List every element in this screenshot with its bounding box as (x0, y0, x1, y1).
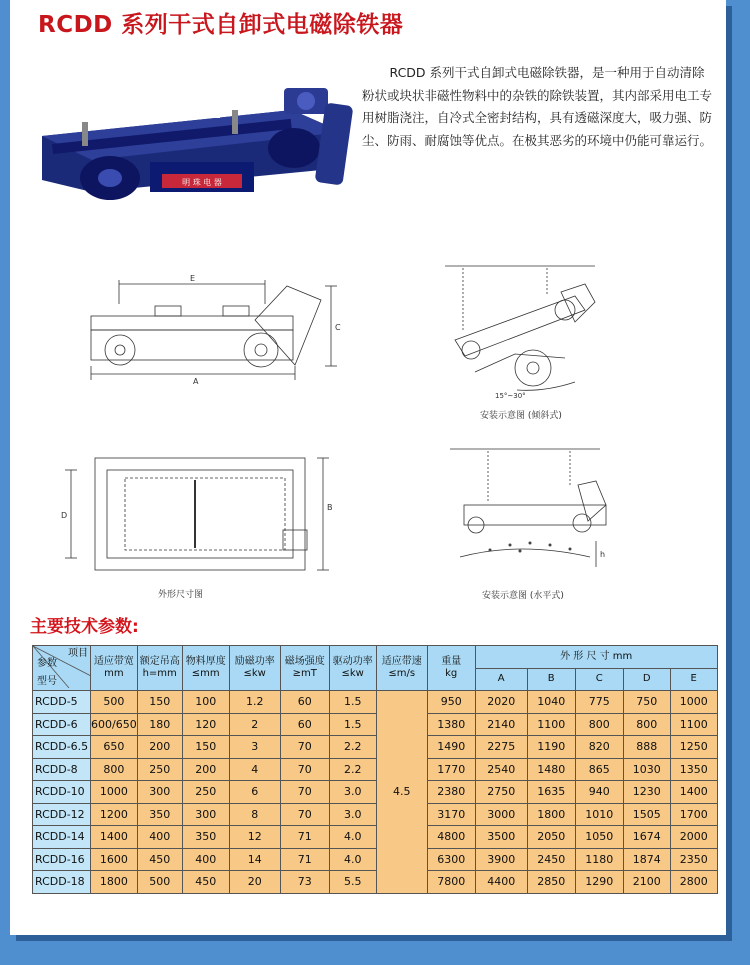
angle-label: 15°~30° (495, 392, 526, 400)
dim-b-cell: 1100 (527, 713, 575, 736)
model-cell: RCDD-14 (33, 826, 91, 849)
outline-plan-drawing (55, 452, 345, 582)
drive-cell: 3.0 (329, 781, 376, 804)
dim-c-cell: 1290 (575, 871, 623, 894)
dim-b-cell: 1635 (527, 781, 575, 804)
dim-label-h: h (600, 550, 606, 559)
width-cell: 1000 (91, 781, 138, 804)
dim-label-e: E (190, 274, 196, 283)
field-cell: 70 (280, 758, 329, 781)
model-cell: RCDD-8 (33, 758, 91, 781)
inclined-install-caption: 安装示意图 (倾斜式) (480, 411, 562, 421)
dim-d-cell: 750 (623, 691, 670, 714)
height-cell: 180 (137, 713, 182, 736)
excite-cell: 6 (229, 781, 280, 804)
dim-b-cell: 2050 (527, 826, 575, 849)
dim-d-cell: 2100 (623, 871, 670, 894)
excite-cell: 3 (229, 736, 280, 759)
belt-speed-cell: 4.5 (376, 691, 427, 894)
dim-d-cell: 800 (623, 713, 670, 736)
dim-c-cell: 775 (575, 691, 623, 714)
model-cell: RCDD-16 (33, 848, 91, 871)
weight-cell: 1770 (427, 758, 475, 781)
drive-cell: 4.0 (329, 826, 376, 849)
table-row (33, 713, 718, 736)
outline-elevation-drawing (65, 270, 355, 390)
dim-a-cell: 2020 (475, 691, 527, 714)
field-cell: 60 (280, 713, 329, 736)
product-photo (42, 80, 362, 220)
width-cell: 600/650 (91, 713, 138, 736)
height-cell: 300 (137, 781, 182, 804)
drive-cell: 1.5 (329, 713, 376, 736)
width-cell: 1400 (91, 826, 138, 849)
height-cell: 200 (137, 736, 182, 759)
model-cell: RCDD-5 (33, 691, 91, 714)
spec-header-row (33, 646, 718, 669)
thick-cell: 400 (182, 848, 229, 871)
dim-label-a: A (193, 377, 199, 386)
header-material-thickness: 物料厚度 ≤mm (182, 646, 229, 691)
height-cell: 250 (137, 758, 182, 781)
header-corner-cell (33, 646, 91, 691)
dim-e-cell: 1400 (670, 781, 717, 804)
dim-e-cell: 2000 (670, 826, 717, 849)
header-drive-power: 驱动功率 ≤kw (329, 646, 376, 691)
dim-e-cell: 2800 (670, 871, 717, 894)
table-row (33, 848, 718, 871)
intro-paragraph: RCDD 系列干式自卸式电磁除铁器，是一种用于自动清除粉状或块状非磁性物料中的杂铁的除铁装置，其内部采用电工专用树脂浇注，自冷式全密封结构，具有透磁深度大，吸力强、防尘、防雨、耐腐蚀等优点。在极其恶劣的环境中仍能可靠运行。 (362, 65, 713, 148)
width-cell: 1200 (91, 803, 138, 826)
model-cell: RCDD-12 (33, 803, 91, 826)
height-cell: 350 (137, 803, 182, 826)
table-row (33, 736, 718, 759)
height-cell: 400 (137, 826, 182, 849)
dim-e-cell: 1100 (670, 713, 717, 736)
dim-e-cell: 1700 (670, 803, 717, 826)
header-dim-c: C (575, 668, 623, 691)
dim-d-cell: 888 (623, 736, 670, 759)
outline-caption: 外形尺寸图 (158, 590, 204, 600)
page-title: RCDD 系列干式自卸式电磁除铁器 (38, 12, 404, 38)
table-row (33, 781, 718, 804)
table-row (33, 826, 718, 849)
dim-label-c: C (335, 323, 341, 332)
table-row (33, 871, 718, 894)
drive-cell: 5.5 (329, 871, 376, 894)
height-cell: 150 (137, 691, 182, 714)
corner-label-param: 参数 (37, 658, 57, 669)
drive-cell: 1.5 (329, 691, 376, 714)
dim-c-cell: 865 (575, 758, 623, 781)
dim-e-cell: 2350 (670, 848, 717, 871)
corner-label-item: 项目 (68, 648, 88, 659)
install-inclined-drawing (435, 262, 605, 402)
field-cell: 70 (280, 736, 329, 759)
weight-cell: 2380 (427, 781, 475, 804)
drive-cell: 3.0 (329, 803, 376, 826)
dim-c-cell: 1050 (575, 826, 623, 849)
header-weight: 重量 kg (427, 646, 475, 691)
header-field-strength: 磁场强度 ≥mT (280, 646, 329, 691)
width-cell: 1600 (91, 848, 138, 871)
table-row (33, 803, 718, 826)
height-cell: 450 (137, 848, 182, 871)
dim-d-cell: 1030 (623, 758, 670, 781)
excite-cell: 2 (229, 713, 280, 736)
dim-b-cell: 2850 (527, 871, 575, 894)
dim-label-d: D (61, 511, 68, 520)
drive-cell: 2.2 (329, 736, 376, 759)
dim-e-cell: 1350 (670, 758, 717, 781)
dim-d-cell: 1674 (623, 826, 670, 849)
dim-c-cell: 940 (575, 781, 623, 804)
dim-b-cell: 1040 (527, 691, 575, 714)
dim-b-cell: 2450 (527, 848, 575, 871)
field-cell: 71 (280, 826, 329, 849)
install-horizontal-drawing (440, 445, 610, 580)
header-excitation-power: 励磁功率 ≤kw (229, 646, 280, 691)
dim-a-cell: 2540 (475, 758, 527, 781)
thick-cell: 250 (182, 781, 229, 804)
header-dim-b: B (527, 668, 575, 691)
dim-d-cell: 1230 (623, 781, 670, 804)
weight-cell: 7800 (427, 871, 475, 894)
width-cell: 500 (91, 691, 138, 714)
dim-a-cell: 3000 (475, 803, 527, 826)
field-cell: 70 (280, 803, 329, 826)
dim-a-cell: 3500 (475, 826, 527, 849)
spec-table (32, 645, 718, 894)
dim-b-cell: 1800 (527, 803, 575, 826)
dim-c-cell: 800 (575, 713, 623, 736)
field-cell: 73 (280, 871, 329, 894)
dim-a-cell: 3900 (475, 848, 527, 871)
dim-a-cell: 2750 (475, 781, 527, 804)
header-hang-height: 额定吊高 h=mm (137, 646, 182, 691)
width-cell: 650 (91, 736, 138, 759)
thick-cell: 150 (182, 736, 229, 759)
thick-cell: 300 (182, 803, 229, 826)
dim-a-cell: 4400 (475, 871, 527, 894)
dim-label-b: B (327, 503, 333, 512)
model-cell: RCDD-10 (33, 781, 91, 804)
excite-cell: 12 (229, 826, 280, 849)
dim-a-cell: 2275 (475, 736, 527, 759)
model-cell: RCDD-6.5 (33, 736, 91, 759)
weight-cell: 1380 (427, 713, 475, 736)
dim-a-cell: 2140 (475, 713, 527, 736)
header-dim-d: D (623, 668, 670, 691)
excite-cell: 1.2 (229, 691, 280, 714)
field-cell: 60 (280, 691, 329, 714)
header-dim-e: E (670, 668, 717, 691)
weight-cell: 3170 (427, 803, 475, 826)
spec-section-title: 主要技术参数: (30, 617, 139, 637)
excite-cell: 8 (229, 803, 280, 826)
model-cell: RCDD-6 (33, 713, 91, 736)
horizontal-install-caption: 安装示意图 (水平式) (482, 591, 564, 601)
excite-cell: 14 (229, 848, 280, 871)
dim-c-cell: 1010 (575, 803, 623, 826)
table-row (33, 691, 718, 714)
dim-b-cell: 1480 (527, 758, 575, 781)
table-row (33, 758, 718, 781)
dim-d-cell: 1874 (623, 848, 670, 871)
photo-label: 明 珠 电 器 (182, 178, 222, 187)
drive-cell: 4.0 (329, 848, 376, 871)
dim-c-cell: 820 (575, 736, 623, 759)
corner-label-model: 型号 (37, 676, 57, 687)
header-belt-speed: 适应带速 ≤m/s (376, 646, 427, 691)
weight-cell: 950 (427, 691, 475, 714)
thick-cell: 100 (182, 691, 229, 714)
dim-c-cell: 1180 (575, 848, 623, 871)
thick-cell: 200 (182, 758, 229, 781)
excite-cell: 20 (229, 871, 280, 894)
width-cell: 800 (91, 758, 138, 781)
field-cell: 71 (280, 848, 329, 871)
dim-d-cell: 1505 (623, 803, 670, 826)
weight-cell: 1490 (427, 736, 475, 759)
width-cell: 1800 (91, 871, 138, 894)
thick-cell: 450 (182, 871, 229, 894)
dim-e-cell: 1000 (670, 691, 717, 714)
thick-cell: 120 (182, 713, 229, 736)
weight-cell: 6300 (427, 848, 475, 871)
header-dims-group: 外 形 尺 寸 mm (475, 646, 717, 669)
dim-b-cell: 1190 (527, 736, 575, 759)
header-belt-width: 适应带宽 mm (91, 646, 138, 691)
field-cell: 70 (280, 781, 329, 804)
weight-cell: 4800 (427, 826, 475, 849)
header-dim-a: A (475, 668, 527, 691)
excite-cell: 4 (229, 758, 280, 781)
dim-e-cell: 1250 (670, 736, 717, 759)
spec-table-body (33, 691, 718, 894)
product-page (10, 0, 726, 935)
height-cell: 500 (137, 871, 182, 894)
drive-cell: 2.2 (329, 758, 376, 781)
model-cell: RCDD-18 (33, 871, 91, 894)
thick-cell: 350 (182, 826, 229, 849)
